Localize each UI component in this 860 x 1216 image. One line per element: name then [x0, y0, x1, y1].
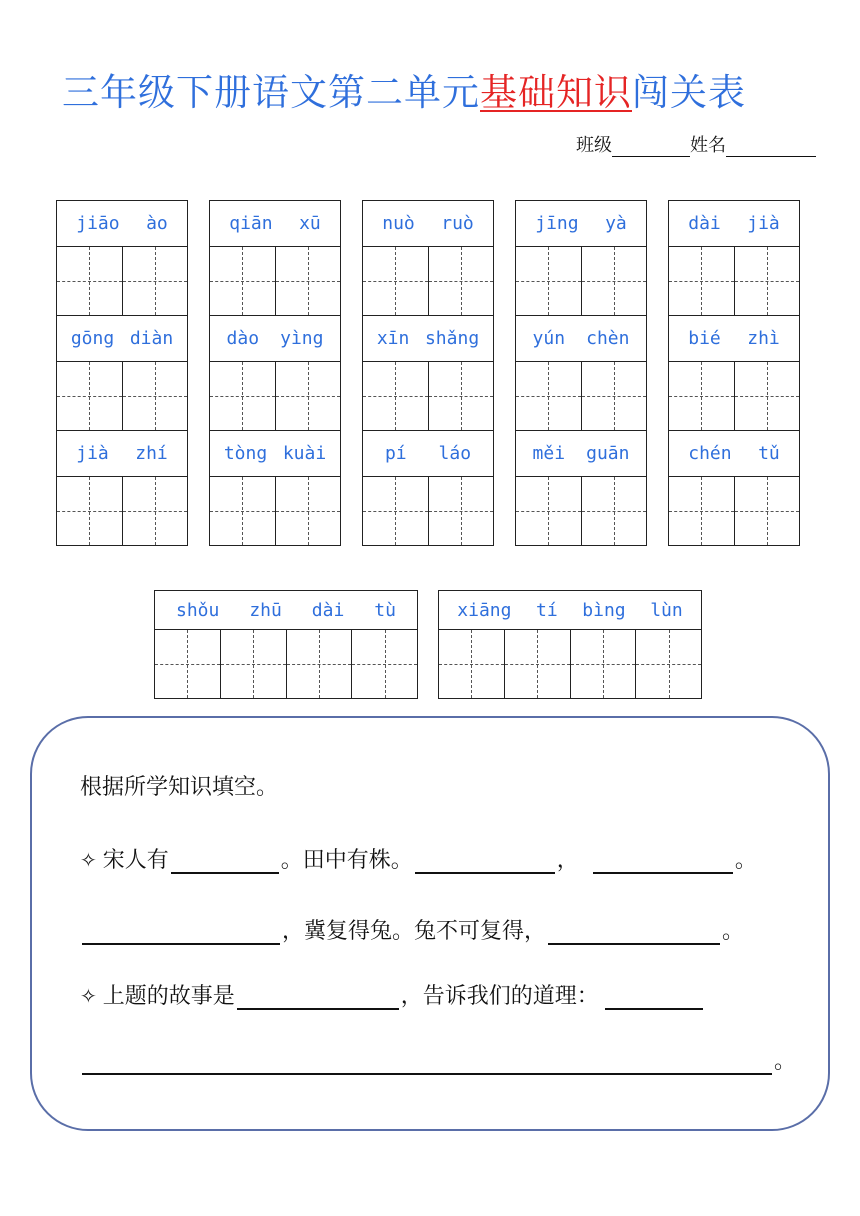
- pinyin: jià: [76, 443, 109, 464]
- writing-box[interactable]: [210, 247, 276, 315]
- student-info: [576, 131, 816, 157]
- title-highlight: 基础知识: [480, 71, 632, 114]
- class-label: 班级: [576, 135, 612, 156]
- diamond-star-icon: ✧: [80, 984, 97, 1008]
- writing-box[interactable]: [57, 247, 123, 315]
- quiz-text: 宋人有: [102, 848, 169, 873]
- quiz-text: 。: [722, 919, 745, 944]
- writing-box[interactable]: [352, 630, 417, 698]
- writing-box[interactable]: [276, 477, 341, 545]
- writing-box[interactable]: [669, 477, 735, 545]
- pinyin: xū: [299, 213, 321, 234]
- writing-box[interactable]: [669, 247, 735, 315]
- writing-box[interactable]: [439, 630, 505, 698]
- writing-box[interactable]: [735, 477, 800, 545]
- pinyin: diàn: [129, 328, 174, 349]
- pinyin: nuò: [382, 213, 415, 234]
- idiom-group: [154, 590, 418, 699]
- writing-box[interactable]: [429, 247, 494, 315]
- writing-box[interactable]: [57, 362, 123, 430]
- writing-box[interactable]: [505, 630, 571, 698]
- writing-box[interactable]: [636, 630, 701, 698]
- writing-box[interactable]: [221, 630, 287, 698]
- pinyin: yà: [605, 213, 627, 234]
- pinyin-group: [668, 315, 800, 431]
- writing-box[interactable]: [363, 362, 429, 430]
- writing-box[interactable]: [57, 477, 123, 545]
- pinyin-group: [362, 200, 494, 316]
- quiz-text: ，告诉我们的道理：: [400, 984, 599, 1009]
- diamond-star-icon: ✧: [80, 848, 97, 872]
- pinyin: měi: [532, 443, 566, 464]
- writing-box[interactable]: [276, 247, 341, 315]
- pinyin: tù: [374, 599, 396, 621]
- pinyin-group: [668, 200, 800, 316]
- writing-box[interactable]: [363, 477, 429, 545]
- pinyin: jiāo: [76, 213, 120, 234]
- quiz-heading: 根据所学知识填空。: [80, 775, 279, 800]
- writing-box[interactable]: [123, 362, 188, 430]
- answer-blank[interactable]: [82, 1049, 772, 1075]
- writing-box[interactable]: [123, 477, 188, 545]
- pinyin: pí: [384, 443, 407, 464]
- class-blank[interactable]: [612, 138, 690, 157]
- pinyin: chèn: [586, 328, 630, 349]
- quiz-line-1: [80, 843, 757, 874]
- name-blank[interactable]: [726, 138, 816, 157]
- pinyin: kuài: [282, 443, 327, 464]
- pinyin: xīn: [376, 328, 410, 349]
- name-label: 姓名: [690, 135, 726, 156]
- writing-box[interactable]: [155, 630, 221, 698]
- pinyin: qiān: [229, 213, 273, 234]
- pinyin-group: [56, 200, 188, 316]
- pinyin: láo: [438, 443, 472, 464]
- page-title: [62, 62, 746, 116]
- pinyin: xiāng: [457, 599, 512, 621]
- pinyin-group: [362, 315, 494, 431]
- writing-box[interactable]: [210, 362, 276, 430]
- quiz-text: 。田中有株。: [280, 848, 413, 873]
- pinyin: chén: [688, 443, 732, 464]
- pinyin: ào: [146, 213, 168, 234]
- writing-box[interactable]: [735, 247, 800, 315]
- writing-box[interactable]: [735, 362, 800, 430]
- answer-blank[interactable]: [605, 984, 703, 1010]
- pinyin-group: [209, 200, 341, 316]
- pinyin: zhí: [135, 443, 168, 464]
- pinyin: ruò: [441, 213, 474, 234]
- pinyin: jià: [747, 213, 780, 234]
- answer-blank[interactable]: [593, 848, 733, 874]
- title-prefix: 三年级下册语文第二单元: [62, 71, 480, 114]
- quiz-line-2: [80, 914, 744, 945]
- quiz-text: 。: [774, 1049, 797, 1074]
- quiz-text: ，: [556, 848, 579, 873]
- pinyin: bié: [688, 328, 721, 349]
- pinyin-group: [515, 430, 647, 546]
- pinyin: dài: [688, 213, 721, 234]
- answer-blank[interactable]: [171, 848, 279, 874]
- writing-box[interactable]: [123, 247, 188, 315]
- answer-blank[interactable]: [82, 919, 280, 945]
- pinyin: dào: [226, 328, 260, 349]
- pinyin: tòng: [223, 443, 268, 464]
- title-suffix: 闯关表: [632, 71, 746, 114]
- pinyin-group: [209, 430, 341, 546]
- pinyin: zhū: [249, 599, 282, 621]
- pinyin: tí: [536, 599, 558, 621]
- answer-blank[interactable]: [415, 848, 555, 874]
- writing-box[interactable]: [429, 362, 494, 430]
- writing-box[interactable]: [210, 477, 276, 545]
- pinyin: yún: [532, 328, 566, 349]
- quiz-text: ，冀复得兔。兔不可复得，: [282, 919, 547, 944]
- quiz-text: 上题的故事是: [102, 984, 235, 1009]
- pinyin: jīng: [535, 213, 579, 234]
- writing-box[interactable]: [429, 477, 494, 545]
- pinyin-group: [515, 315, 647, 431]
- idiom-group: [438, 590, 702, 699]
- pinyin: zhì: [747, 328, 780, 349]
- writing-box[interactable]: [571, 630, 637, 698]
- quiz-line-3: [80, 979, 705, 1010]
- pinyin: lùn: [650, 599, 683, 621]
- writing-box[interactable]: [582, 477, 647, 545]
- writing-box[interactable]: [516, 247, 582, 315]
- writing-box[interactable]: [516, 362, 582, 430]
- writing-box[interactable]: [582, 362, 647, 430]
- pinyin: shǒu: [175, 599, 220, 621]
- pinyin: dài: [311, 599, 345, 621]
- writing-box[interactable]: [287, 630, 353, 698]
- pinyin-group: [668, 430, 800, 546]
- writing-box[interactable]: [516, 477, 582, 545]
- answer-blank[interactable]: [548, 919, 720, 945]
- pinyin-group: [56, 430, 188, 546]
- writing-box[interactable]: [669, 362, 735, 430]
- pinyin: tǔ: [758, 443, 780, 464]
- answer-blank[interactable]: [237, 984, 399, 1010]
- pinyin-group: [56, 315, 188, 431]
- pinyin-group: [362, 430, 494, 546]
- quiz-text: 。: [734, 848, 757, 873]
- pinyin: bìng: [582, 599, 626, 621]
- writing-box[interactable]: [582, 247, 647, 315]
- writing-box[interactable]: [276, 362, 341, 430]
- quiz-line-4: [80, 1044, 796, 1075]
- pinyin: gōng: [70, 328, 115, 349]
- pinyin-group: [209, 315, 341, 431]
- pinyin: shǎng: [424, 328, 480, 349]
- pinyin: guān: [586, 443, 630, 464]
- writing-box[interactable]: [363, 247, 429, 315]
- pinyin-group: [515, 200, 647, 316]
- pinyin: yìng: [280, 328, 324, 349]
